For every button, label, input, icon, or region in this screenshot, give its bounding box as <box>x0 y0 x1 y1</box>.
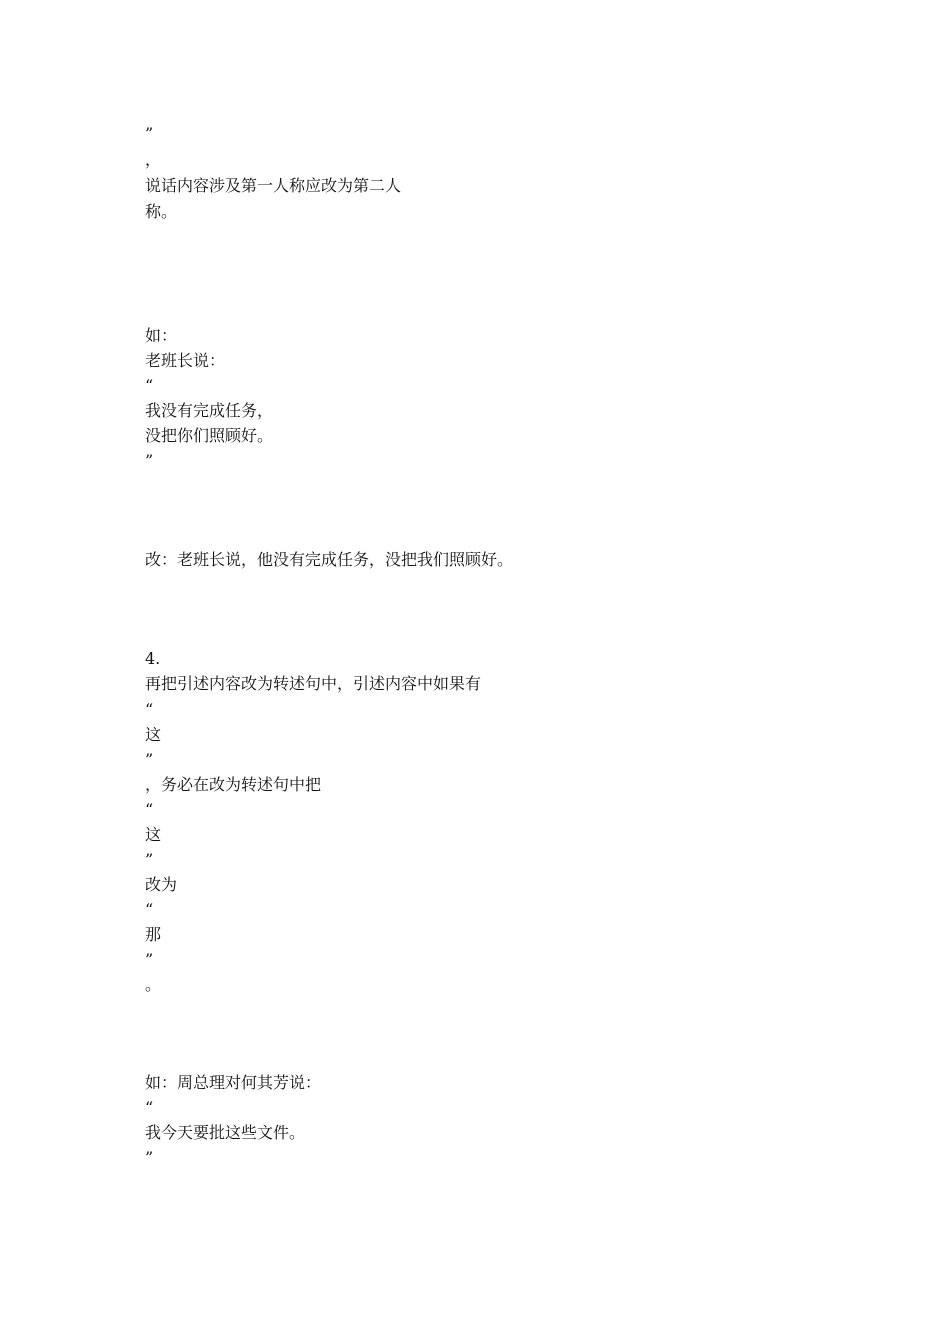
text-line: 称。 <box>145 202 178 221</box>
text-line: 改为 <box>145 875 178 894</box>
text-line: 如：周总理对何其芳说： <box>145 1073 322 1092</box>
text-line: 没把你们照顾好。 <box>145 426 274 445</box>
text-line: “ <box>145 900 154 919</box>
text-line: 。 <box>145 975 162 994</box>
text-line: 说话内容涉及第一人称应改为第二人 <box>145 176 402 195</box>
text-line: ” <box>145 1148 154 1167</box>
text-line: 如： <box>145 326 178 345</box>
text-line: ， <box>145 150 162 169</box>
text-line: “ <box>145 1098 154 1117</box>
text-line: ，务必在改为转述句中把 <box>145 775 322 794</box>
text-line: 那 <box>145 925 162 944</box>
text-line: 老班长说： <box>145 351 226 370</box>
text-line: ” <box>145 750 154 769</box>
text-line: 我没有完成任务， <box>145 401 274 420</box>
text-line: ” <box>145 124 154 143</box>
text-line: ” <box>145 451 154 470</box>
text-line: 再把引述内容改为转述句中，引述内容中如果有 <box>145 674 482 693</box>
text-line: 改：老班长说，他没有完成任务，没把我们照顾好。 <box>145 550 514 569</box>
text-line: ” <box>145 950 154 969</box>
text-line: 这 <box>145 825 162 844</box>
text-line: 我今天要批这些文件。 <box>145 1123 306 1142</box>
text-line: 4. <box>145 649 161 668</box>
text-line: “ <box>145 376 154 395</box>
text-line: “ <box>145 700 154 719</box>
text-line: “ <box>145 800 154 819</box>
text-line: ” <box>145 850 154 869</box>
text-line: 这 <box>145 725 162 744</box>
